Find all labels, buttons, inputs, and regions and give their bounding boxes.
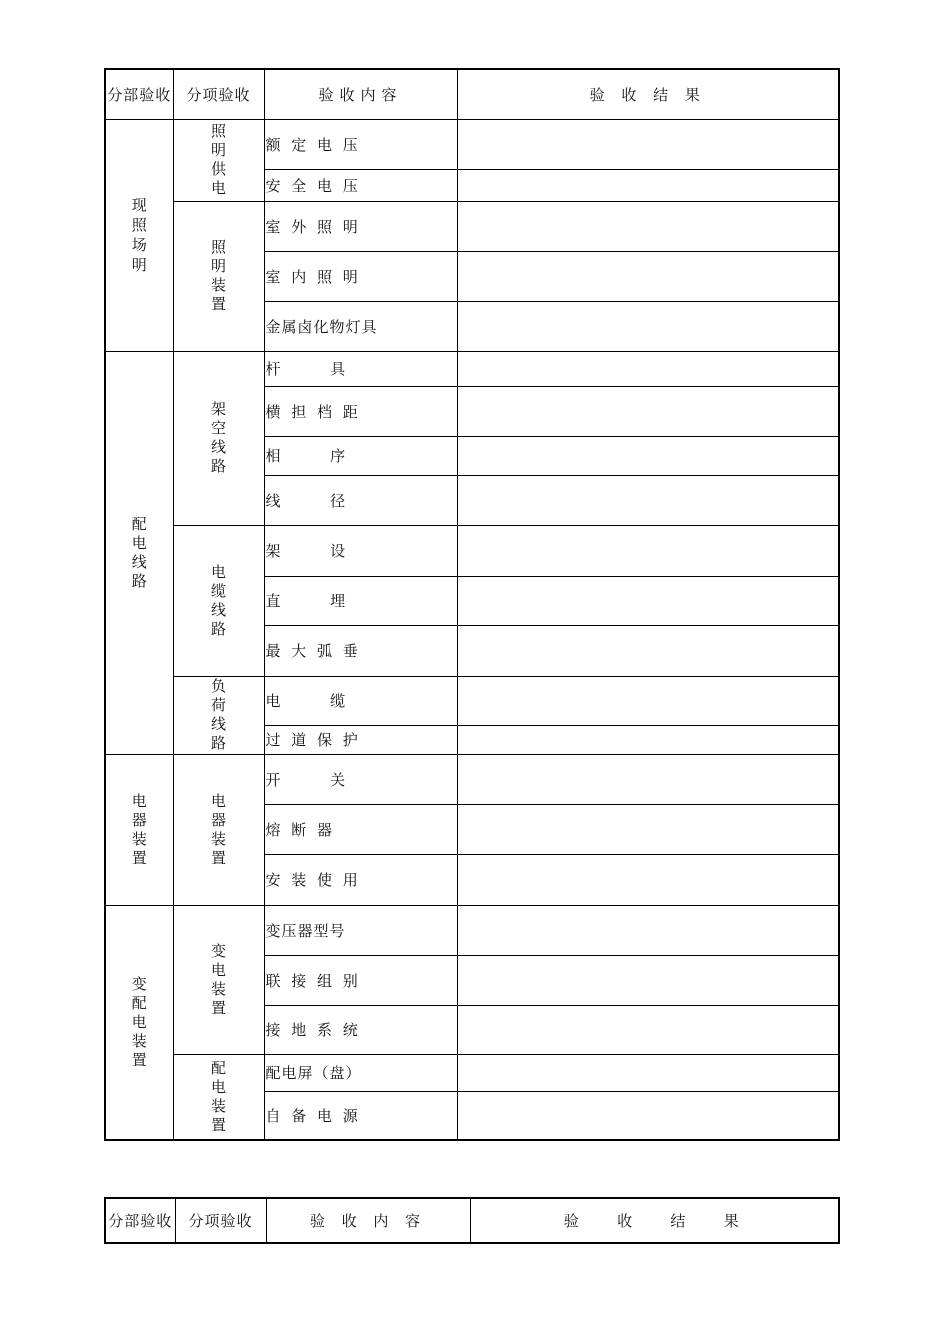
subitem-cell: 变 电 装 置 [173, 905, 264, 1054]
content-cell: 横 担 档 距 [264, 386, 457, 436]
header-subitem: 分项验收 [173, 69, 264, 119]
content-cell: 自 备 电 源 [264, 1091, 457, 1140]
result-cell[interactable] [457, 905, 839, 955]
result-cell[interactable] [457, 119, 839, 169]
header-division: 分部验收 [105, 1198, 175, 1243]
content-cell: 相 序 [264, 436, 457, 475]
result-cell[interactable] [457, 1091, 839, 1140]
result-cell[interactable] [457, 1054, 839, 1091]
table-header-row [105, 69, 839, 119]
result-cell[interactable] [457, 955, 839, 1005]
header-result: 验 收 结 果 [470, 1198, 839, 1243]
content-cell: 过 道 保 护 [264, 725, 457, 754]
content-cell: 额 定 电 压 [264, 119, 457, 169]
content-cell: 熔 断 器 [264, 804, 457, 854]
subitem-cell: 架 空 线 路 [173, 351, 264, 525]
content-cell: 变压器型号 [264, 905, 457, 955]
table-row [105, 754, 839, 804]
content-cell: 开 关 [264, 754, 457, 804]
result-cell[interactable] [457, 525, 839, 576]
subitem-cell: 照 明 装 置 [173, 201, 264, 351]
result-cell[interactable] [457, 436, 839, 475]
header-content: 验收内容 [264, 69, 457, 119]
subitem-cell: 配 电 装 置 [173, 1054, 264, 1140]
subitem-cell: 照 明 供 电 [173, 119, 264, 201]
content-cell: 直 埋 [264, 576, 457, 625]
content-cell: 室 内 照 明 [264, 251, 457, 301]
table-header-row [105, 1198, 839, 1243]
header-subitem: 分项验收 [175, 1198, 266, 1243]
content-cell: 杆 具 [264, 351, 457, 386]
result-cell[interactable] [457, 475, 839, 525]
content-cell: 联 接 组 别 [264, 955, 457, 1005]
acceptance-table-continued [104, 1197, 840, 1244]
division-cell-electrical: 电 器 装 置 [105, 754, 173, 905]
table-row [105, 905, 839, 955]
table-row [105, 351, 839, 386]
division-cell-lighting: 现 照 场 明 [105, 119, 173, 351]
result-cell[interactable] [457, 804, 839, 854]
content-cell: 安 装 使 用 [264, 854, 457, 905]
result-cell[interactable] [457, 576, 839, 625]
result-cell[interactable] [457, 169, 839, 201]
result-cell[interactable] [457, 854, 839, 905]
content-cell: 最 大 弧 垂 [264, 625, 457, 676]
content-cell: 金属卤化物灯具 [264, 301, 457, 351]
result-cell[interactable] [457, 625, 839, 676]
result-cell[interactable] [457, 754, 839, 804]
content-cell: 架 设 [264, 525, 457, 576]
result-cell[interactable] [457, 201, 839, 251]
content-cell: 接 地 系 统 [264, 1005, 457, 1054]
content-cell: 线 径 [264, 475, 457, 525]
table-row [105, 525, 839, 576]
result-cell[interactable] [457, 251, 839, 301]
subitem-cell: 电 器 装 置 [173, 754, 264, 905]
subitem-cell: 电 缆 线 路 [173, 525, 264, 676]
result-cell[interactable] [457, 676, 839, 725]
table-row [105, 676, 839, 725]
result-cell[interactable] [457, 301, 839, 351]
result-cell[interactable] [457, 725, 839, 754]
result-cell[interactable] [457, 386, 839, 436]
header-result: 验 收 结 果 [457, 69, 839, 119]
header-content: 验 收 内 容 [266, 1198, 470, 1243]
content-cell: 配电屏（盘） [264, 1054, 457, 1091]
subitem-cell: 负 荷 线 路 [173, 676, 264, 754]
division-cell-distribution-line: 配 电 线 路 [105, 351, 173, 754]
content-cell: 安 全 电 压 [264, 169, 457, 201]
content-cell: 室 外 照 明 [264, 201, 457, 251]
header-division: 分部验收 [105, 69, 173, 119]
acceptance-table [104, 68, 840, 1141]
table-row [105, 1054, 839, 1091]
division-cell-substation: 变 配 电 装 置 [105, 905, 173, 1140]
table-row [105, 119, 839, 169]
content-cell: 电 缆 [264, 676, 457, 725]
table-row [105, 201, 839, 251]
result-cell[interactable] [457, 1005, 839, 1054]
result-cell[interactable] [457, 351, 839, 386]
